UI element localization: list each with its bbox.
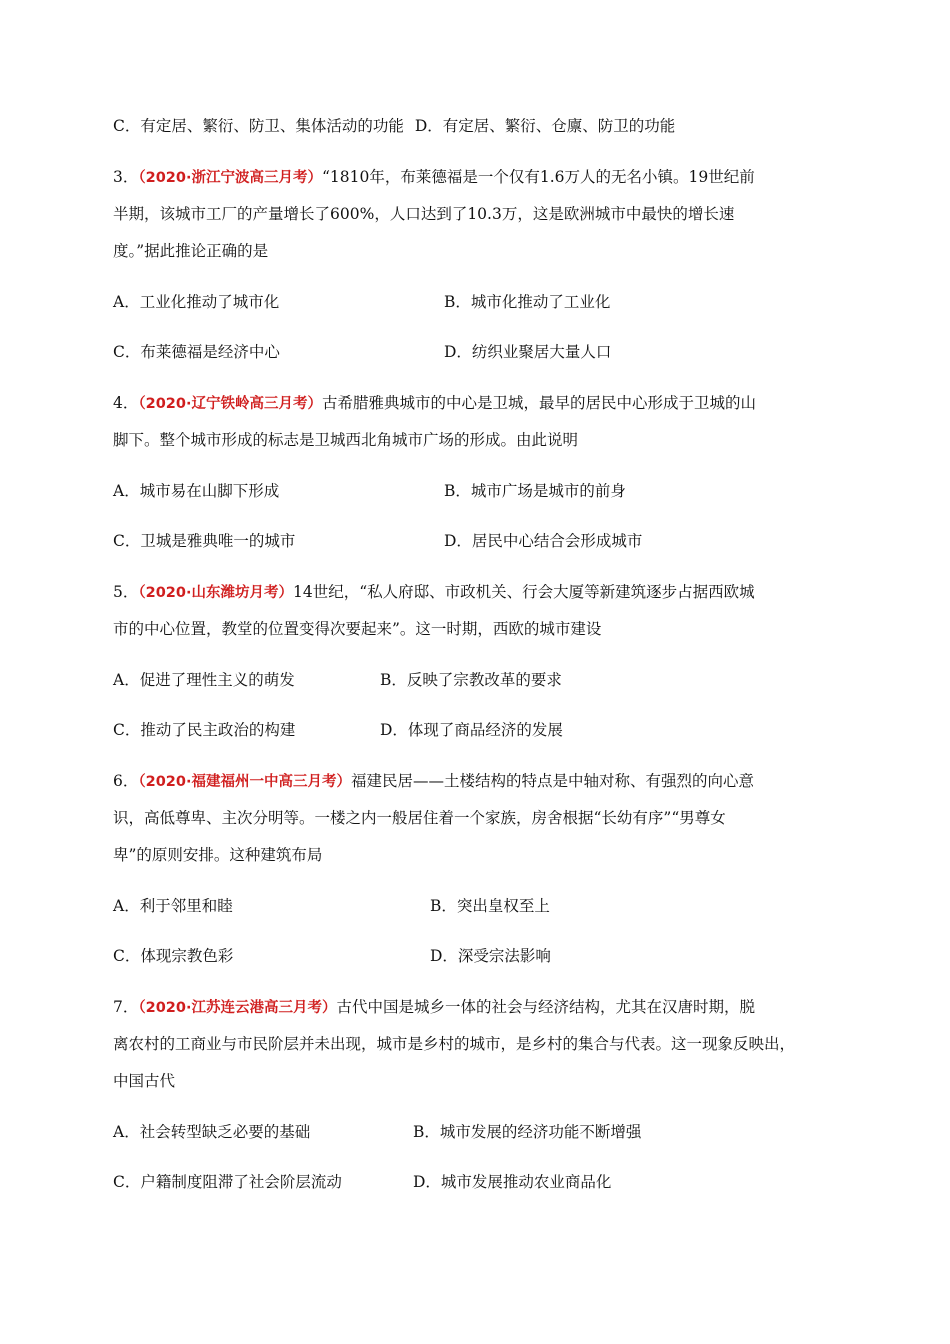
q5-stem-line-1 xyxy=(113,582,755,603)
q7-stem-line-3: 中国古代 xyxy=(113,1072,176,1090)
q6-source: （2020·福建福州一中高三月考） xyxy=(138,774,351,790)
q4-number: 4． xyxy=(113,394,139,412)
q7-stem-line-2: 离农村的工商业与市民阶层并未出现，城市是乡村的城市，是乡村的集合与代表。这一现象反映出， xyxy=(113,1035,796,1053)
q3-number: 3． xyxy=(113,168,139,186)
q7-option-a: A．社会转型缺乏必要的基础 xyxy=(113,1123,311,1141)
q7-stem-line-1 xyxy=(113,997,755,1018)
q5-number: 5． xyxy=(113,583,139,601)
q6-stem-line-2: 识，高低尊卑、主次分明等。一楼之内一般居住着一个家族，房舍根据“长幼有序”“男尊女 xyxy=(113,809,726,827)
q5-option-b: B．反映了宗教改革的要求 xyxy=(380,671,562,689)
q5-text-1: 14世纪，“私人府邸、市政机关、行会大厦等新建筑逐步占据西欧城 xyxy=(293,583,755,601)
q4-stem-line-2: 脚下。整个城市形成的标志是卫城西北角城市广场的形成。由此说明 xyxy=(113,431,579,449)
q4-option-b: B．城市广场是城市的前身 xyxy=(444,482,626,500)
q3-text-1: “1810年，布莱德福是一个仅有1.6万人的无名小镇。19世纪前 xyxy=(322,168,755,186)
q7-source: （2020·江苏连云港高三月考） xyxy=(138,1000,337,1016)
q3-stem-line-2: 半期，该城市工厂的产量增长了600%，人口达到了10.3万，这是欧洲城市中最快的增长速 xyxy=(113,205,735,223)
q3-option-c: C．布莱德福是经济中心 xyxy=(113,343,280,361)
q3-option-d: D．纺织业聚居大量人口 xyxy=(444,343,612,361)
q6-option-c: C．体现宗教色彩 xyxy=(113,947,234,965)
q7-option-b: B．城市发展的经济功能不断增强 xyxy=(413,1123,642,1141)
q2-option-d: D．有定居、繁衍、仓廪、防卫的功能 xyxy=(414,117,676,135)
q7-number: 7． xyxy=(113,998,139,1016)
q4-option-d: D．居民中心结合会形成城市 xyxy=(444,532,643,550)
q4-option-c: C．卫城是雅典唯一的城市 xyxy=(113,532,296,550)
q6-stem-line-3: 卑”的原则安排。这种建筑布局 xyxy=(113,846,323,864)
q5-option-d: D．体现了商品经济的发展 xyxy=(380,721,563,739)
q3-option-b: B．城市化推动了工业化 xyxy=(444,293,611,311)
q6-option-b: B．突出皇权至上 xyxy=(430,897,550,915)
q3-stem-line-3: 度。”据此推论正确的是 xyxy=(113,242,269,260)
q4-text-1: 古希腊雅典城市的中心是卫城，最早的居民中心形成于卫城的山 xyxy=(322,394,757,412)
q3-option-a: A．工业化推动了城市化 xyxy=(113,293,280,311)
q6-text-1: 福建民居——土楼结构的特点是中轴对称、有强烈的向心意 xyxy=(351,772,755,790)
q6-option-d: D．深受宗法影响 xyxy=(430,947,551,965)
q6-option-a: A．利于邻里和睦 xyxy=(113,897,233,915)
q7-text-1: 古代中国是城乡一体的社会与经济结构，尤其在汉唐时期，脱 xyxy=(336,998,756,1016)
q5-option-c: C．推动了民主政治的构建 xyxy=(113,721,296,739)
q6-number: 6． xyxy=(113,772,139,790)
q4-source: （2020·辽宁铁岭高三月考） xyxy=(138,396,322,412)
q5-source: （2020·山东潍坊月考） xyxy=(138,585,293,601)
q2-option-c: C．有定居、繁衍、防卫、集体活动的功能 xyxy=(113,117,404,135)
q4-option-a: A．城市易在山脚下形成 xyxy=(113,482,280,500)
q2-options-line xyxy=(113,116,675,136)
q4-stem-line-1 xyxy=(113,393,756,414)
q5-stem-line-2: 市的中心位置，教堂的位置变得次要起来”。这一时期，西欧的城市建设 xyxy=(113,620,602,638)
q3-stem-line-1 xyxy=(113,167,755,188)
q6-stem-line-1 xyxy=(113,771,754,792)
q3-source: （2020·浙江宁波高三月考） xyxy=(138,170,322,186)
q5-option-a: A．促进了理性主义的萌发 xyxy=(113,671,295,689)
q7-option-d: D．城市发展推动农业商品化 xyxy=(413,1173,612,1191)
q7-option-c: C．户籍制度阻滞了社会阶层流动 xyxy=(113,1173,342,1191)
